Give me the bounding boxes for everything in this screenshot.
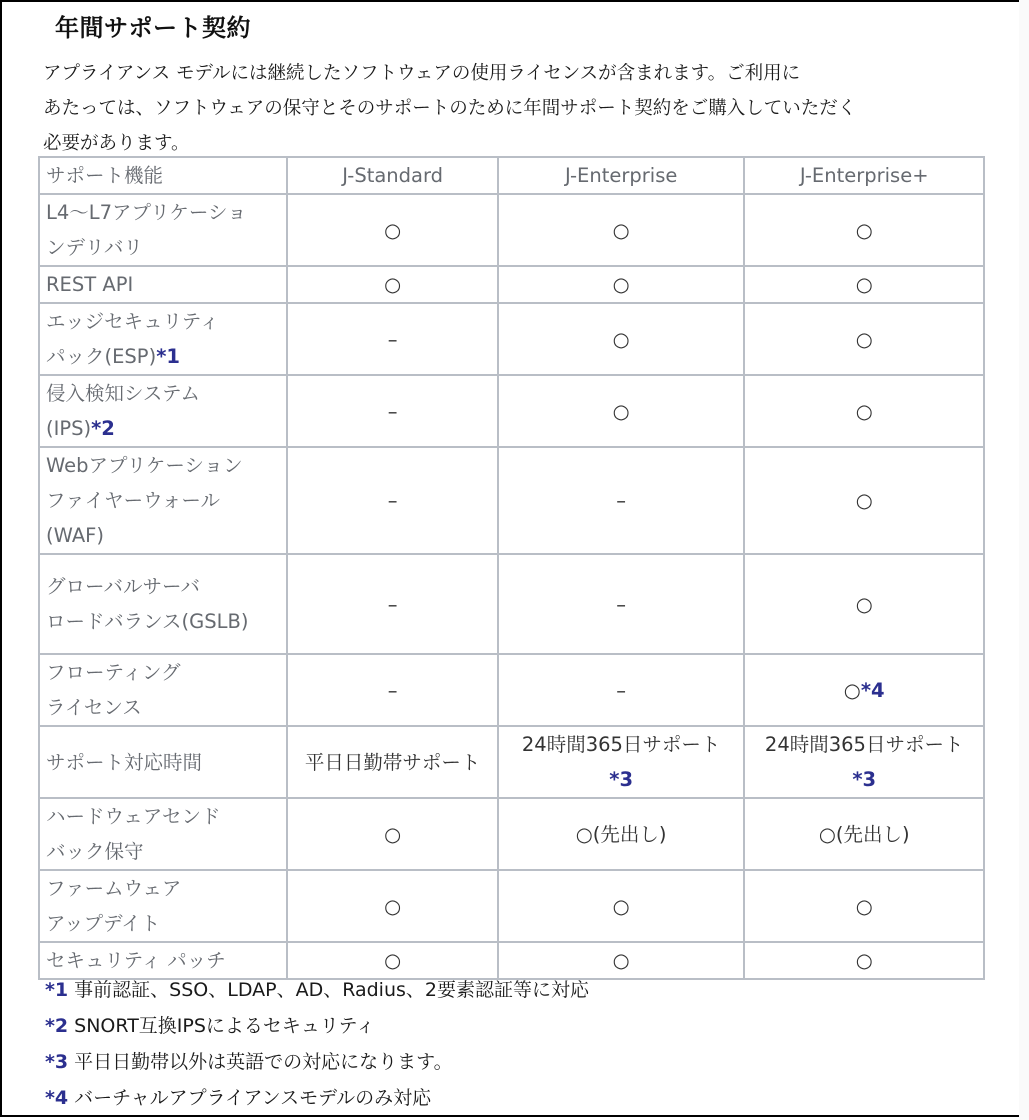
supported-circle-icon: ○ (612, 399, 630, 423)
feature-label-line: L4～L7アプリケーショ (46, 201, 247, 224)
table-row (39, 870, 984, 942)
footnote-text: 事前認証、SSO、LDAP、AD、Radius、2要素認証等に対応 (74, 979, 589, 1001)
supported-circle-icon: ○ (855, 894, 873, 918)
value-j-enterprise (498, 266, 744, 303)
value-j-standard (287, 447, 498, 554)
feature-label-line: ファイヤーウォール (46, 489, 220, 512)
feature-cell (39, 266, 287, 303)
value-j-standard (287, 375, 498, 447)
value-j-enterprise (498, 654, 744, 726)
feature-label-line: フローティング (46, 661, 181, 684)
not-supported-dash-icon: – (387, 327, 398, 351)
feature-cell (39, 870, 287, 942)
footnote (45, 1008, 589, 1044)
footnote-ref: *3 (609, 768, 634, 791)
supported-circle-icon: ○ (384, 949, 402, 972)
not-supported-dash-icon: – (387, 592, 398, 616)
feature-cell (39, 375, 287, 447)
footnote (45, 1080, 589, 1116)
supported-circle-icon: ○ (384, 822, 402, 846)
footnote-ref: *3 (852, 768, 877, 791)
value-j-standard (287, 726, 498, 798)
feature-label-line: (IPS)*2 (46, 417, 115, 440)
value-j-enterprise-plus (744, 447, 984, 554)
table-header-row (39, 157, 984, 194)
feature-cell (39, 303, 287, 375)
column-header-j-standard: J-Standard (287, 157, 498, 194)
supported-circle-icon: ○ (855, 592, 873, 616)
footnote-ref: *2 (91, 417, 115, 440)
value-j-standard (287, 303, 498, 375)
intro-line: あたっては、ソフトウェアの保守とそのサポートのために年間サポート契約をご購入していただく (43, 98, 857, 119)
value-j-enterprise (498, 870, 744, 942)
column-header-j-enterprise-plus: J-Enterprise+ (744, 157, 984, 194)
footnote-mark: *2 (45, 1015, 69, 1037)
intro-line: アプライアンス モデルには継続したソフトウェアの使用ライセンスが含まれます。ご利用に (43, 63, 801, 84)
support-comparison-table (38, 156, 985, 980)
value-j-enterprise-plus (744, 726, 984, 798)
supported-circle-icon: ○ (855, 489, 873, 512)
feature-cell (39, 654, 287, 726)
feature-label-line: サポート対応時間 (46, 750, 203, 774)
value-j-enterprise-plus (744, 870, 984, 942)
not-supported-dash-icon: – (616, 592, 627, 616)
footnote-mark: *3 (45, 1051, 69, 1073)
not-supported-dash-icon: – (387, 399, 398, 423)
value-j-enterprise-plus (744, 554, 984, 654)
footnote (45, 1044, 589, 1080)
value-j-standard (287, 870, 498, 942)
value-j-enterprise (498, 303, 744, 375)
supported-circle-icon: ○ (855, 949, 873, 972)
intro-line: 必要があります。 (43, 133, 190, 154)
value-j-enterprise (498, 554, 744, 654)
feature-label-line: Webアプリケーション (46, 454, 243, 477)
feature-label-line: (WAF) (46, 524, 104, 547)
footnotes (45, 972, 589, 1116)
feature-cell (39, 194, 287, 266)
value-j-standard (287, 798, 498, 870)
value-text: ○(先出し) (575, 822, 667, 846)
value-j-standard (287, 654, 498, 726)
value-j-enterprise (498, 447, 744, 554)
footnote-mark: *4 (45, 1087, 69, 1109)
footnote-text: バーチャルアプライアンスモデルのみ対応 (74, 1087, 432, 1109)
value-j-enterprise (498, 375, 744, 447)
value-j-enterprise (498, 194, 744, 266)
value-j-standard (287, 266, 498, 303)
table-row (39, 375, 984, 447)
page-edge (1019, 0, 1029, 1120)
not-supported-dash-icon: – (616, 489, 627, 512)
supported-circle-icon: ○ (384, 273, 402, 296)
table-row (39, 303, 984, 375)
supported-circle-icon: ○ (384, 894, 402, 918)
supported-circle-icon: ○ (855, 218, 873, 242)
supported-circle-icon: ○ (855, 399, 873, 423)
supported-circle-icon: ○ (384, 218, 402, 242)
table-row (39, 194, 984, 266)
supported-circle-icon: ○ (855, 327, 873, 351)
footnote (45, 972, 589, 1008)
feature-label-line: パック(ESP)*1 (46, 345, 180, 368)
value-j-enterprise (498, 798, 744, 870)
value-j-enterprise-plus (744, 375, 984, 447)
supported-circle-icon: ○ (843, 678, 861, 702)
supported-circle-icon: ○ (612, 327, 630, 351)
table-row (39, 726, 984, 798)
supported-circle-icon: ○ (612, 894, 630, 918)
feature-label-line: ライセンス (46, 696, 142, 719)
feature-cell (39, 447, 287, 554)
table-row (39, 654, 984, 726)
footnote-ref: *1 (156, 345, 180, 368)
value-j-enterprise-plus (744, 798, 984, 870)
table-row (39, 798, 984, 870)
feature-cell (39, 798, 287, 870)
value-j-enterprise (498, 726, 744, 798)
value-j-enterprise-plus (744, 654, 984, 726)
supported-circle-icon: ○ (612, 273, 630, 296)
footnote-ref: *4 (860, 678, 885, 702)
feature-label-line: ンデリバリ (46, 236, 143, 259)
value-j-standard (287, 554, 498, 654)
feature-label-line: ファームウェア (46, 877, 182, 900)
feature-label-line: エッジセキュリティ (46, 310, 220, 333)
value-text: 24時間365日サポート (764, 733, 964, 756)
feature-label-line: セキュリティ パッチ (46, 949, 226, 972)
footnote-text: SNORT互換IPSによるセキュリティ (74, 1015, 376, 1037)
feature-label-line: グローバルサーバ (46, 575, 201, 598)
value-j-enterprise-plus (744, 266, 984, 303)
value-j-enterprise-plus (744, 303, 984, 375)
feature-cell (39, 726, 287, 798)
supported-circle-icon: ○ (855, 273, 873, 296)
table-row (39, 266, 984, 303)
not-supported-dash-icon: – (387, 489, 398, 512)
column-header-feature: サポート機能 (39, 157, 287, 194)
not-supported-dash-icon: – (387, 678, 398, 702)
page-title: 年間サポート契約 (55, 14, 251, 42)
feature-label-line: REST API (46, 273, 134, 296)
column-header-j-enterprise: J-Enterprise (498, 157, 744, 194)
footnote-mark: *1 (45, 979, 69, 1001)
feature-label-line: 侵入検知システム (46, 382, 201, 405)
value-text: 平日日勤帯サポート (304, 750, 481, 774)
value-j-standard (287, 194, 498, 266)
value-j-enterprise-plus (744, 942, 984, 979)
supported-circle-icon: ○ (612, 949, 630, 972)
feature-cell (39, 554, 287, 654)
value-j-enterprise-plus (744, 194, 984, 266)
supported-circle-icon: ○ (612, 218, 630, 242)
feature-label-line: アップデイト (46, 912, 161, 935)
value-text: ○(先出し) (818, 822, 910, 846)
table-row (39, 447, 984, 554)
feature-label-line: ロードバランス(GSLB) (46, 610, 249, 633)
footnote-text: 平日日勤帯以外は英語での対応になります。 (74, 1051, 453, 1073)
feature-label-line: バック保守 (46, 840, 144, 863)
value-text: 24時間365日サポート (521, 733, 721, 756)
intro-paragraph (43, 56, 943, 161)
not-supported-dash-icon: – (616, 678, 627, 702)
table-row (39, 554, 984, 654)
feature-label-line: ハードウェアセンド (46, 805, 221, 828)
